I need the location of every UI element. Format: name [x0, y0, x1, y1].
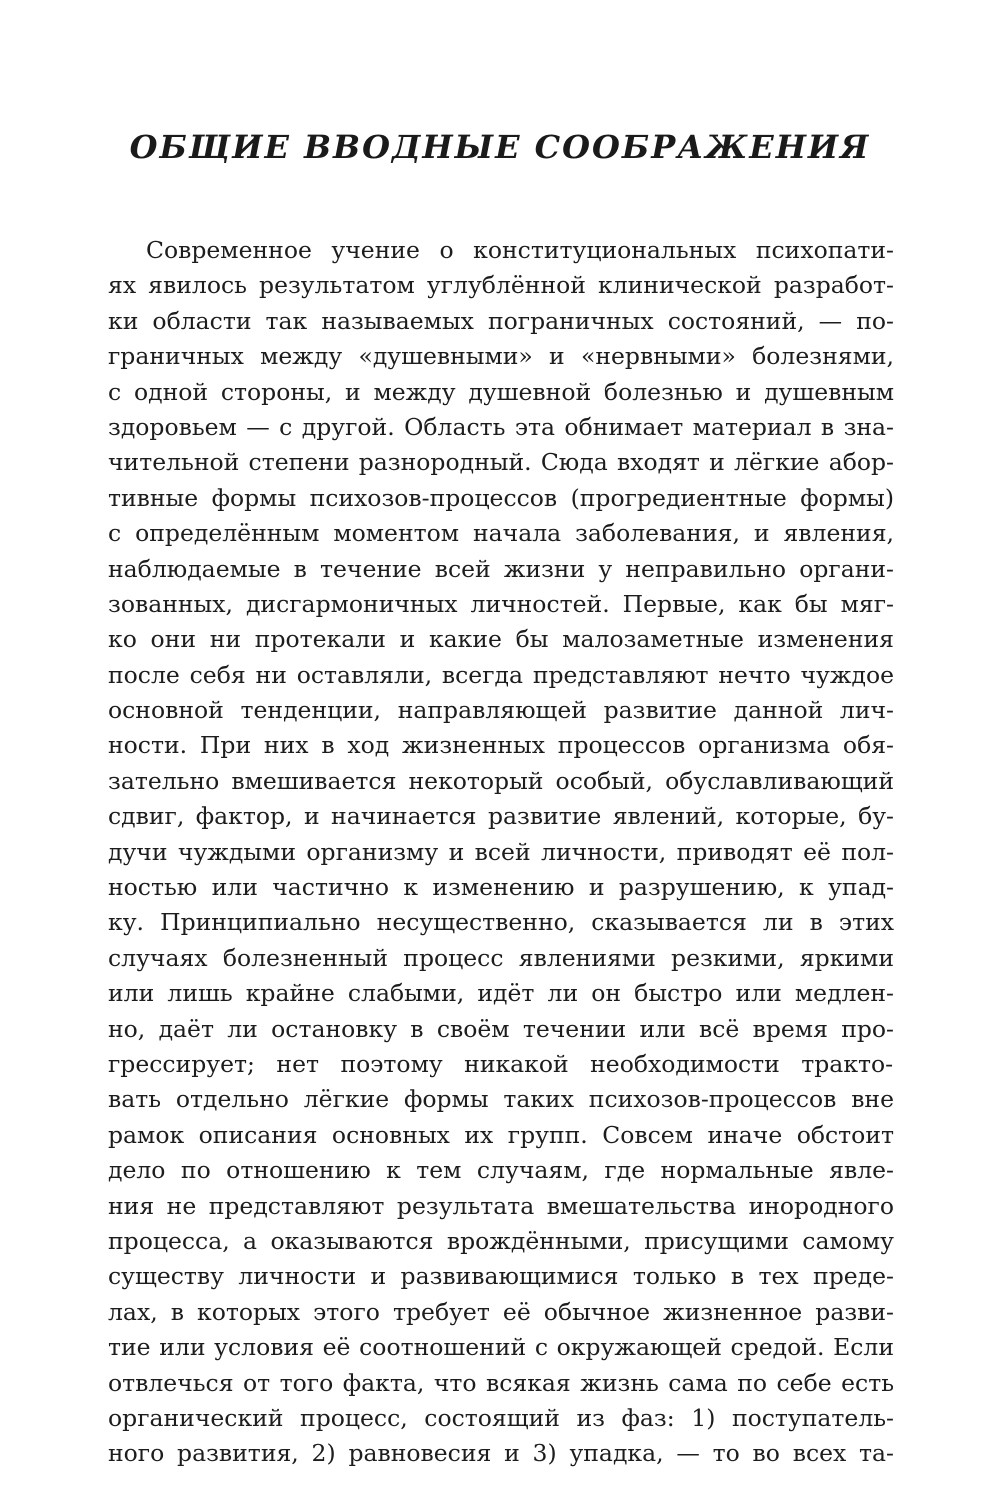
- text-line: ности. При них в ход жизненных процессов организма обя-: [108, 731, 894, 760]
- text-line: случаях болезненный процесс явлениями резкими, яркими: [108, 943, 894, 972]
- text-line: рамок описания основных их групп. Совсем иначе обстоит: [108, 1120, 894, 1149]
- text-line: ностью или частично к изменению и разрушению, к упад-: [108, 873, 894, 902]
- text-line: отвлечься от того факта, что всякая жизнь сама по себе есть: [108, 1368, 894, 1397]
- text-line: здоровьем — с другой. Область эта обнимает материал в зна-: [108, 412, 894, 441]
- text-line: основной тенденции, направляющей развитие данной лич-: [108, 696, 894, 725]
- text-line: тие или условия её соотношений с окружающей средой. Если: [108, 1333, 894, 1362]
- page-title: ОБЩИЕ ВВОДНЫЕ СООБРАЖЕНИЯ: [129, 128, 871, 166]
- text-line: зательно вмешивается некоторый особый, обуславливающий: [108, 766, 894, 795]
- text-line: ях явилось результатом углублённой клинической разработ-: [108, 271, 894, 300]
- text-line: тивные формы психозов-процессов (прогредиентные формы): [108, 483, 894, 512]
- text-line: зованных, дисгармоничных личностей. Первые, как бы мяг-: [108, 589, 894, 618]
- text-line: дучи чуждыми организму и всей личности, приводят её пол-: [108, 837, 894, 866]
- text-line: грессирует; нет поэтому никакой необходимости тракто-: [108, 1049, 894, 1078]
- text-line: ко они ни протекали и какие бы малозаметные изменения: [108, 625, 894, 654]
- text-line: органический процесс, состоящий из фаз: 1) поступатель-: [108, 1403, 894, 1432]
- text-line: после себя ни оставляли, всегда представляют нечто чуждое: [108, 660, 894, 689]
- text-line: ния не представляют результата вмешательства инородного: [108, 1191, 894, 1220]
- text-line: наблюдаемые в течение всей жизни у неправильно органи-: [108, 554, 894, 583]
- text-line: с определённым моментом начала заболевания, и явления,: [108, 519, 894, 548]
- text-line: ку. Принципиально несущественно, сказывается ли в этих: [108, 908, 894, 937]
- text-line: процесса, а оказываются врождёнными, присущими самому: [108, 1226, 894, 1255]
- text-line: но, даёт ли остановку в своём течении или всё время про-: [108, 1014, 894, 1043]
- text-line: Современное учение о конституциональных психопати-: [146, 236, 894, 264]
- text-line: дело по отношению к тем случаям, где нормальные явле-: [108, 1156, 894, 1185]
- text-line: или лишь крайне слабыми, идёт ли он быстро или медлен-: [108, 979, 894, 1008]
- text-line: граничных между «душевными» и «нервными» болезнями,: [108, 342, 894, 371]
- text-line: ки области так называемых пограничных состояний, — по-: [108, 306, 894, 335]
- text-line: лах, в которых этого требует её обычное жизненное разви-: [108, 1297, 894, 1326]
- text-line: сдвиг, фактор, и начинается развитие явлений, которые, бу-: [108, 802, 894, 831]
- text-line: чительной степени разнородный. Сюда входят и лёгкие абор-: [108, 448, 894, 477]
- text-line: вать отдельно лёгкие формы таких психозов-процессов вне: [108, 1085, 894, 1114]
- text-line: с одной стороны, и между душевной болезнью и душевным: [108, 377, 894, 406]
- text-line: существу личности и развивающимися только в тех преде-: [108, 1262, 894, 1291]
- body-paragraph: [108, 233, 894, 1472]
- text-line: ного развития, 2) равновесия и 3) упадка, — то во всех та-: [108, 1439, 894, 1468]
